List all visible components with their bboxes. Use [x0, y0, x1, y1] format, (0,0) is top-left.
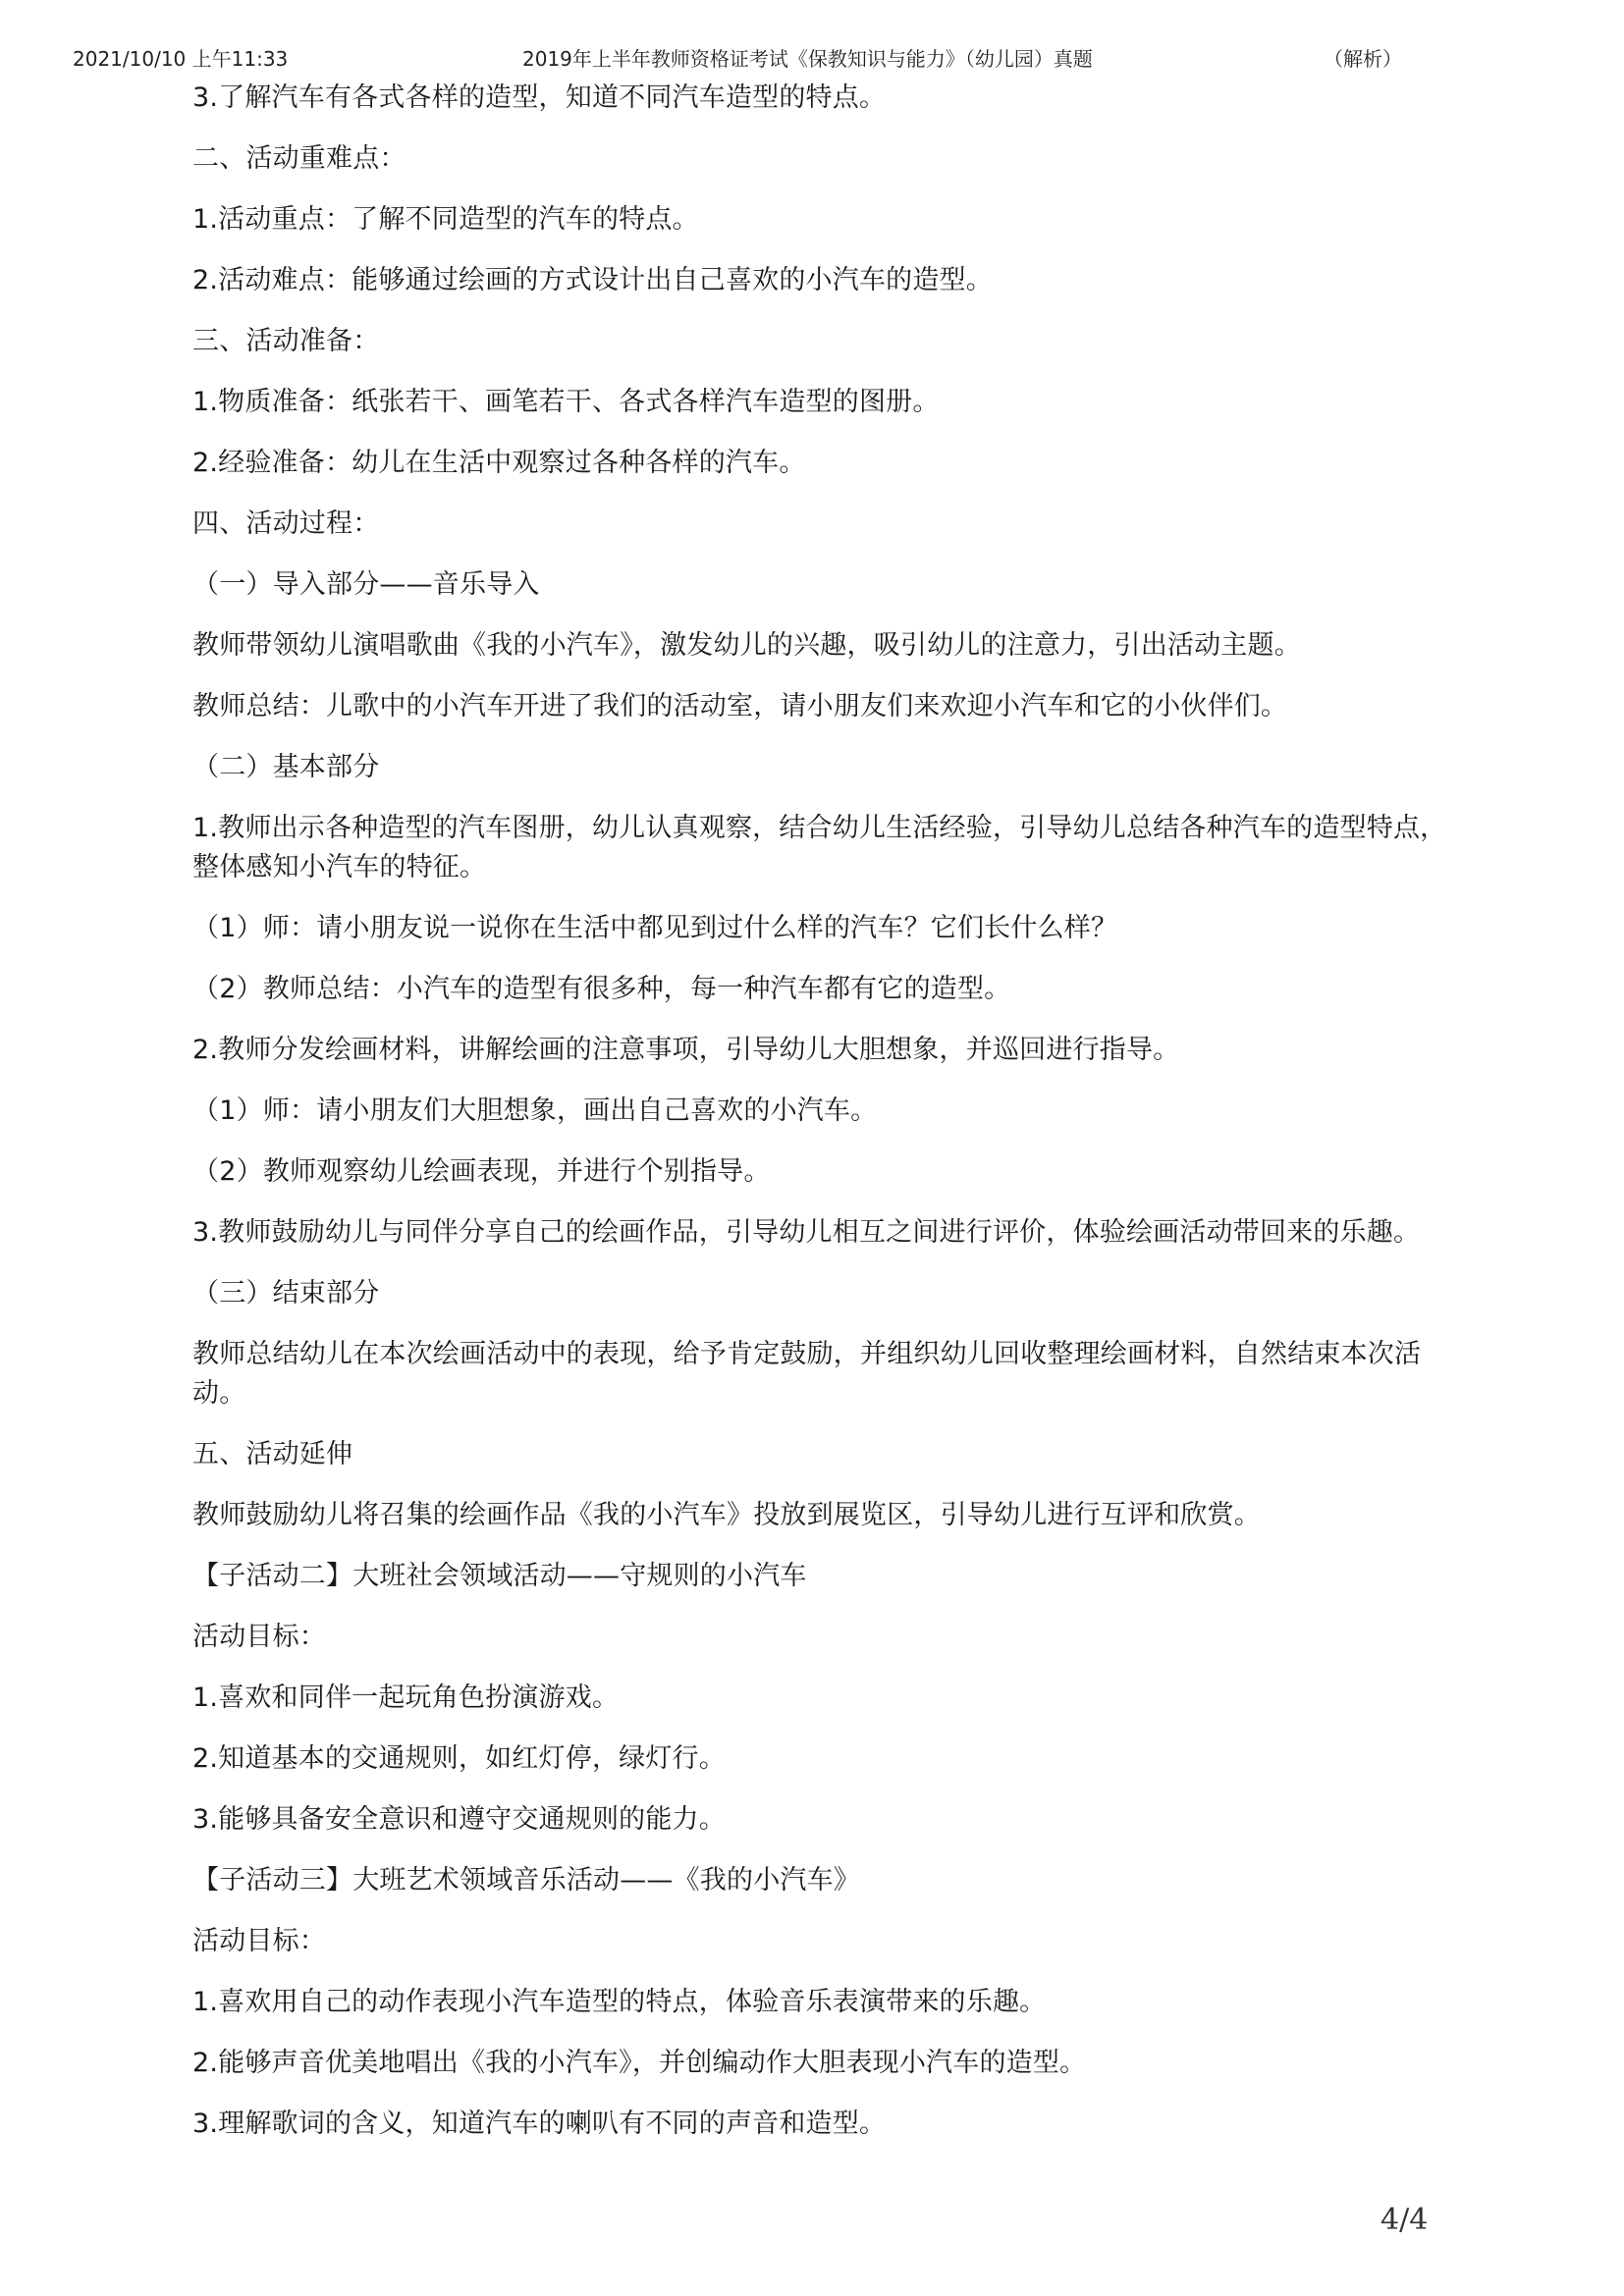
paragraph: 教师总结幼儿在本次绘画活动中的表现，给予肯定鼓励，并组织幼儿回收整理绘画材料，自然结束本次活动。 [192, 1339, 1422, 1409]
section-heading: 二、活动重难点： [192, 143, 406, 174]
paragraph: 教师带领幼儿演唱歌曲《我的小汽车》，激发幼儿的兴趣，吸引幼儿的注意力，引出活动主题。 [192, 630, 1301, 661]
subsection-heading: （一）导入部分——音乐导入 [192, 569, 540, 600]
paragraph: 教师鼓励幼儿将召集的绘画作品《我的小汽车》投放到展览区，引导幼儿进行互评和欣赏。 [192, 1500, 1261, 1530]
title-tag: （解析） [1324, 47, 1402, 71]
subactivity-heading: 【子活动二】大班社会领域活动——守规则的小汽车 [192, 1561, 807, 1591]
document-body [192, 79, 1469, 2165]
paragraph: 2.教师分发绘画材料，讲解绘画的注意事项，引导幼儿大胆想象，并巡回进行指导。 [192, 1035, 1180, 1065]
print-datetime: 2021/10/10 上午11:33 [73, 47, 289, 71]
subsection-heading: （三）结束部分 [192, 1278, 380, 1308]
paragraph: 活动目标： [192, 1622, 326, 1652]
paragraph: 3.能够具备安全意识和遵守交通规则的能力。 [192, 1804, 726, 1835]
page-number: 4/4 [1380, 2203, 1429, 2237]
paragraph: 3.理解歌词的含义，知道汽车的喇叭有不同的声音和造型。 [192, 2109, 887, 2139]
paragraph: 1.教师出示各种造型的汽车图册，幼儿认真观察，结合幼儿生活经验，引导幼儿总结各种汽车的造型特点，整体感知小汽车的特征。 [192, 813, 1447, 882]
subactivity-heading: 【子活动三】大班艺术领域音乐活动——《我的小汽车》 [192, 1865, 860, 1896]
paragraph: 3.了解汽车有各式各样的造型，知道不同汽车造型的特点。 [192, 82, 887, 113]
paragraph: 教师总结：儿歌中的小汽车开进了我们的活动室，请小朋友们来欢迎小汽车和它的小伙伴们。 [192, 691, 1288, 721]
paragraph: 1.物质准备：纸张若干、画笔若干、各式各样汽车造型的图册。 [192, 387, 940, 417]
subsection-heading: （二）基本部分 [192, 752, 380, 782]
document-title: 2019年上半年教师资格证考试《保教知识与能力》（幼儿园）真题 [522, 47, 1093, 71]
paragraph: 1.活动重点：了解不同造型的汽车的特点。 [192, 204, 699, 235]
section-heading: 五、活动延伸 [192, 1439, 353, 1469]
paragraph: 1.喜欢和同伴一起玩角色扮演游戏。 [192, 1682, 620, 1713]
paragraph: （1）师：请小朋友说一说你在生活中都见到过什么样的汽车？它们长什么样？ [192, 913, 1118, 943]
section-heading: 三、活动准备： [192, 326, 380, 356]
paragraph: （2）教师总结：小汽车的造型有很多种，每一种汽车都有它的造型。 [192, 974, 1011, 1004]
paragraph: （2）教师观察幼儿绘画表现，并进行个别指导。 [192, 1156, 771, 1187]
paragraph: 2.知道基本的交通规则，如红灯停，绿灯行。 [192, 1743, 726, 1774]
paragraph: （1）师：请小朋友们大胆想象，画出自己喜欢的小汽车。 [192, 1095, 878, 1126]
paragraph: 2.能够声音优美地唱出《我的小汽车》，并创编动作大胆表现小汽车的造型。 [192, 2048, 1087, 2078]
paragraph: 2.经验准备：幼儿在生活中观察过各种各样的汽车。 [192, 448, 806, 478]
paragraph: 活动目标： [192, 1926, 326, 1956]
section-heading: 四、活动过程： [192, 508, 380, 539]
paragraph: 2.活动难点：能够通过绘画的方式设计出自己喜欢的小汽车的造型。 [192, 265, 993, 295]
paragraph: 1.喜欢用自己的动作表现小汽车造型的特点，体验音乐表演带来的乐趣。 [192, 1987, 1047, 2017]
paragraph: 3.教师鼓励幼儿与同伴分享自己的绘画作品，引导幼儿相互之间进行评价，体验绘画活动带回来的乐趣。 [192, 1217, 1421, 1248]
